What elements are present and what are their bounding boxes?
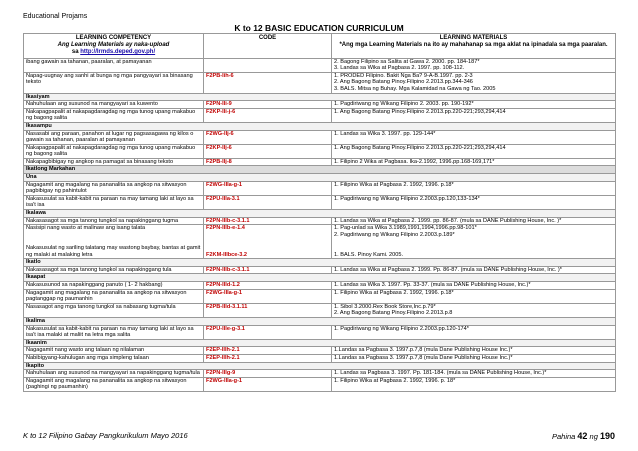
competency-cell: Nakasasagot sa mga tanong tungkol sa napakinggang tugma — [24, 217, 204, 225]
footer-document-title: K to 12 Filipino Gabay Pangkurikulum Mayo 2016 — [23, 431, 188, 440]
materials-header — [332, 34, 616, 59]
competency-cell: Nakasusulat sa kabit-kabit na paraan na may tamang laki at layo sa isa't isa — [24, 195, 204, 209]
materials-cell: 1. PRODED Filipino. Bakit Nga Ba? 9-A-B.1997. pp. 2-3 2. Ang Bagong Batang Pinoy.Filipino 2.2013.pp.344-346 3. BALS. Mitsa ng Buhay. Mga Kalamidad na Gawa ng Tao. 2005 — [332, 72, 616, 93]
code-header-label: CODE — [258, 35, 277, 41]
table-row — [24, 144, 616, 158]
top-note: Educational Projams — [23, 13, 88, 20]
materials-cell: 2. Bagong Filipino sa Salita at Gawa 2. 2000. pp. 184-187* 3. Landas sa Wika at Pagbasa 2. 1997. pp. 108-112. — [332, 58, 616, 72]
code-cell: F2PB-IIj-8 — [204, 158, 332, 166]
section-row — [24, 166, 616, 174]
competency-cell: Nakasasagot sa mga tanong tungkol sa napakinggang tula — [24, 266, 204, 274]
competency-header-sa: sa — [71, 49, 79, 56]
code-header — [204, 34, 332, 59]
competency-cell: Nahuhulaan ang susunod na mangyayari sa napakinggang tugma/tula — [24, 370, 204, 378]
code-cell: F2PB-Iih-6 — [204, 72, 332, 93]
materials-cell: 1. Landas sa Wika 3. 1997. pp. 129-144* — [332, 130, 616, 144]
materials-cell: 1. Filipino Wika at Pagbasa 2. 1992, 1996. p.18* — [332, 181, 616, 195]
materials-cell: 1. Pag-unlad sa Wika 3.1989,1991,1994,1996.pp.98-101* 2. Pagdiriwang ng Wikang Filipino 2.2003.p.189* 1. BALS. Pinoy Kami. 2005. — [332, 225, 616, 259]
code-cell: F2WG-IIIa-g-1 — [204, 377, 332, 391]
code-cell: F2KP-IIi-j-6 — [204, 108, 332, 122]
competency-cell: Nakapagpapalit at nakapagdaragdag ng mga tunog upang makabuo ng bagong salita — [24, 108, 204, 122]
section-row — [24, 274, 616, 282]
table-header-row — [24, 34, 616, 59]
materials-cell: 1. Ang Bagong Batang Pinoy.Filipino 2.2013.pp.220-221;293,294,414 — [332, 108, 616, 122]
curriculum-table — [23, 33, 616, 392]
section-row — [24, 339, 616, 347]
table-row — [24, 101, 616, 109]
code-cell: F2EP-IIIh-2.1 — [204, 347, 332, 355]
section-row — [24, 317, 616, 325]
table-body — [24, 58, 616, 391]
competency-cell: Nakasusunod sa napakinggang panuto ( 1- 2 hakbang) — [24, 281, 204, 289]
section-label: Ikatlo — [24, 259, 616, 267]
competency-cell: Nakapagpapalit at nakapagdaragdag ng mga tunog upang makabuo ng bagong salita — [24, 144, 204, 158]
table-row — [24, 347, 616, 355]
section-label: Ikasiyam — [24, 93, 616, 101]
materials-cell: 1. Pagdiriwang ng Wikang Filipino 2.2003.pp.120,133-134* — [332, 195, 616, 209]
code-cell: F2PU-IIIa-3.1 — [204, 195, 332, 209]
section-row — [24, 174, 616, 182]
table-row — [24, 181, 616, 195]
code-cell: F2PU-IIIe-g-3.1 — [204, 325, 332, 339]
competency-cell: Nagagamit ang magalang na pananalita sa angkop na sitwasyon pagtanggap ng paumanhin — [24, 289, 204, 303]
table-row — [24, 158, 616, 166]
section-label: Ikasampu — [24, 122, 616, 130]
code-cell: F2KP-IIj-6 — [204, 144, 332, 158]
code-cell: F2WG-IIIa-g-1 — [204, 181, 332, 195]
materials-cell: 1.Landas sa Pagbasa 3. 1997.p.7,8 (mula Dane Publishing House Inc.)* — [332, 354, 616, 362]
materials-cell: 1. Landas sa Pagbasa 3. 1997. Pp. 181-184. (mula sa DANE Publishing House, Inc.)* — [332, 370, 616, 378]
competency-cell: ibang gawain sa tahanan, paaralan, at pamayanan — [24, 58, 204, 72]
table-row — [24, 303, 616, 317]
materials-cell: 1. Filipino Wika at Pagbasa 2. 1992, 1996. p. 18* — [332, 377, 616, 391]
section-row — [24, 259, 616, 267]
competency-cell: Nahuhulaan ang susunod na mangyayari sa kuwento — [24, 101, 204, 109]
section-label: Ikalawa — [24, 210, 616, 218]
footer-of-word: ng — [589, 432, 598, 441]
footer-page-total: 190 — [599, 431, 615, 441]
competency-cell: Nagagamit ang magalang na pananalita sa angkop na sitwasyon pagbibigay ng pahintulot — [24, 181, 204, 195]
competency-header-note: Ang Learning Materials ay naka-upload — [57, 42, 170, 49]
table-row — [24, 377, 616, 391]
section-label: Una — [24, 174, 616, 182]
materials-cell: 1. Ang Bagong Batang Pinoy.Filipino 2.2013.pp.220-221;293,294,414 — [332, 144, 616, 158]
materials-cell: 1. Pagdiriwang ng Wikang Filipino 2.2003.pp.120-174* — [332, 325, 616, 339]
code-cell: F2PB-IIId-3.1.11 — [204, 303, 332, 317]
section-row — [24, 122, 616, 130]
competency-cell: Nagagamit ang magalang na pananalita sa angkop na sitwasyon (paghingi ng paumanhin) — [24, 377, 204, 391]
code-cell — [204, 58, 332, 72]
materials-header-label: LEARNING MATERIALS — [439, 35, 508, 41]
section-label: Ikaapat — [24, 274, 616, 282]
section-row — [24, 362, 616, 370]
code-cell: F2EP-IIIh-2.1 — [204, 354, 332, 362]
table-row — [24, 281, 616, 289]
code-cell: F2PN-IIIg-9 — [204, 370, 332, 378]
section-label: Ikaanim — [24, 339, 616, 347]
competency-cell: Nasasagot ang mga tanong tungkol sa nabasang tugma/tula — [24, 303, 204, 317]
table-row — [24, 225, 616, 259]
section-row — [24, 210, 616, 218]
footer-page-number — [552, 431, 615, 441]
table-row — [24, 195, 616, 209]
materials-cell: 1. Sibol 3.2000.Rex Book Store,Inc.p.79* 2. Ang Bagong Batang Pinoy.Filipino 2.2013.p.8 — [332, 303, 616, 317]
table-row — [24, 130, 616, 144]
code-cell: F2PN-IIIb-e-1.4 F2KM-IIIbce-3.2 — [204, 225, 332, 259]
competency-header-link-line — [26, 49, 201, 56]
materials-header-note: *Ang mga Learning Materials na ito ay mahahanap sa mga aklat na ipinadala sa mga paaralan. — [339, 42, 608, 49]
section-row — [24, 93, 616, 101]
competency-cell: Nasasabi ang paraan, panahon at lugar ng pagsasagawa ng kilos o gawain sa tahanan, paaralan at pamayanan — [24, 130, 204, 144]
competency-cell: Nakapagbibigay ng angkop na pamagat sa binasang teksto — [24, 158, 204, 166]
competency-header-label: LEARNING COMPETENCY — [75, 35, 152, 41]
table-row — [24, 354, 616, 362]
section-label: Ikatlong Markahan — [24, 166, 616, 174]
lrmds-link[interactable]: http://lrmds.deped.gov.ph/ — [80, 49, 156, 56]
materials-cell: 1.Landas sa Pagbasa 3. 1997.p.7,8 (mula Dane Publishing House Inc.)* — [332, 347, 616, 355]
section-label: Ikalima — [24, 317, 616, 325]
code-cell: F2WG-IIIa-g-1 — [204, 289, 332, 303]
materials-cell: 1. Landas sa Wika at Pagbasa 2. 1999. Pp. 86-87. (mula sa DANE Publishing House, Inc. )* — [332, 266, 616, 274]
table-row — [24, 325, 616, 339]
materials-cell: 1. Filipino Wika at Pagbasa 2. 1992, 1996. p.18* — [332, 289, 616, 303]
table-row — [24, 370, 616, 378]
materials-cell: 1. Pagdiriwang ng Wikang Filipino 2. 2003. pp. 190-192* — [332, 101, 616, 109]
table-row — [24, 289, 616, 303]
code-cell: F2PN-IIIb-c-3.1.1 — [204, 217, 332, 225]
materials-cell: 1. Landas sa Wika at Pagbasa 2. 1999. pp. 86-87. (mula sa DANE Publishing House, Inc. )* — [332, 217, 616, 225]
competency-cell: Nasisipi nang wasto at malinaw ang isang talata Nakasusulat ng sariling talatang may wastong baybay, bantas at gamit ng malaki at malaking letra — [24, 225, 204, 259]
table-row — [24, 58, 616, 72]
footer-page-current: 42 — [577, 431, 588, 441]
materials-cell: 1. Filipino 2 Wika at Pagbasa. Ika-2.1992, 1996.pp.168-169,171* — [332, 158, 616, 166]
page-title: K to 12 BASIC EDUCATION CURRICULUM — [234, 23, 404, 33]
competency-cell: Nagagamit nang wasto ang talaan ng nilalaman — [24, 347, 204, 355]
table-row — [24, 72, 616, 93]
table-row — [24, 108, 616, 122]
competency-header — [24, 34, 204, 59]
table-row — [24, 266, 616, 274]
code-cell: F2PN-IIIb-c-3.1.1 — [204, 266, 332, 274]
section-label: Ikapito — [24, 362, 616, 370]
materials-cell: 1. Landas sa Wika 3. 1997. Pp. 33-37. (mula sa DANE Publishing House, Inc.)* — [332, 281, 616, 289]
table-row — [24, 217, 616, 225]
footer-page-word: Pahina — [551, 432, 576, 441]
code-cell: F2PN-IIId-1.2 — [204, 281, 332, 289]
competency-cell: Nakasusulat sa kabit-kabit na paraan na may tamang laki at layo sa isa't isa malaki at maliit na letra mga salita — [24, 325, 204, 339]
competency-cell: Napag-uugnay ang sanhi at bunga ng mga pangyayari sa binasang teksto — [24, 72, 204, 93]
code-cell: F2WG-IIj-6 — [204, 130, 332, 144]
code-cell: F2PN-IIi-9 — [204, 101, 332, 109]
competency-cell: Nabibigyang-kahulugan ang mga simpleng talaan — [24, 354, 204, 362]
